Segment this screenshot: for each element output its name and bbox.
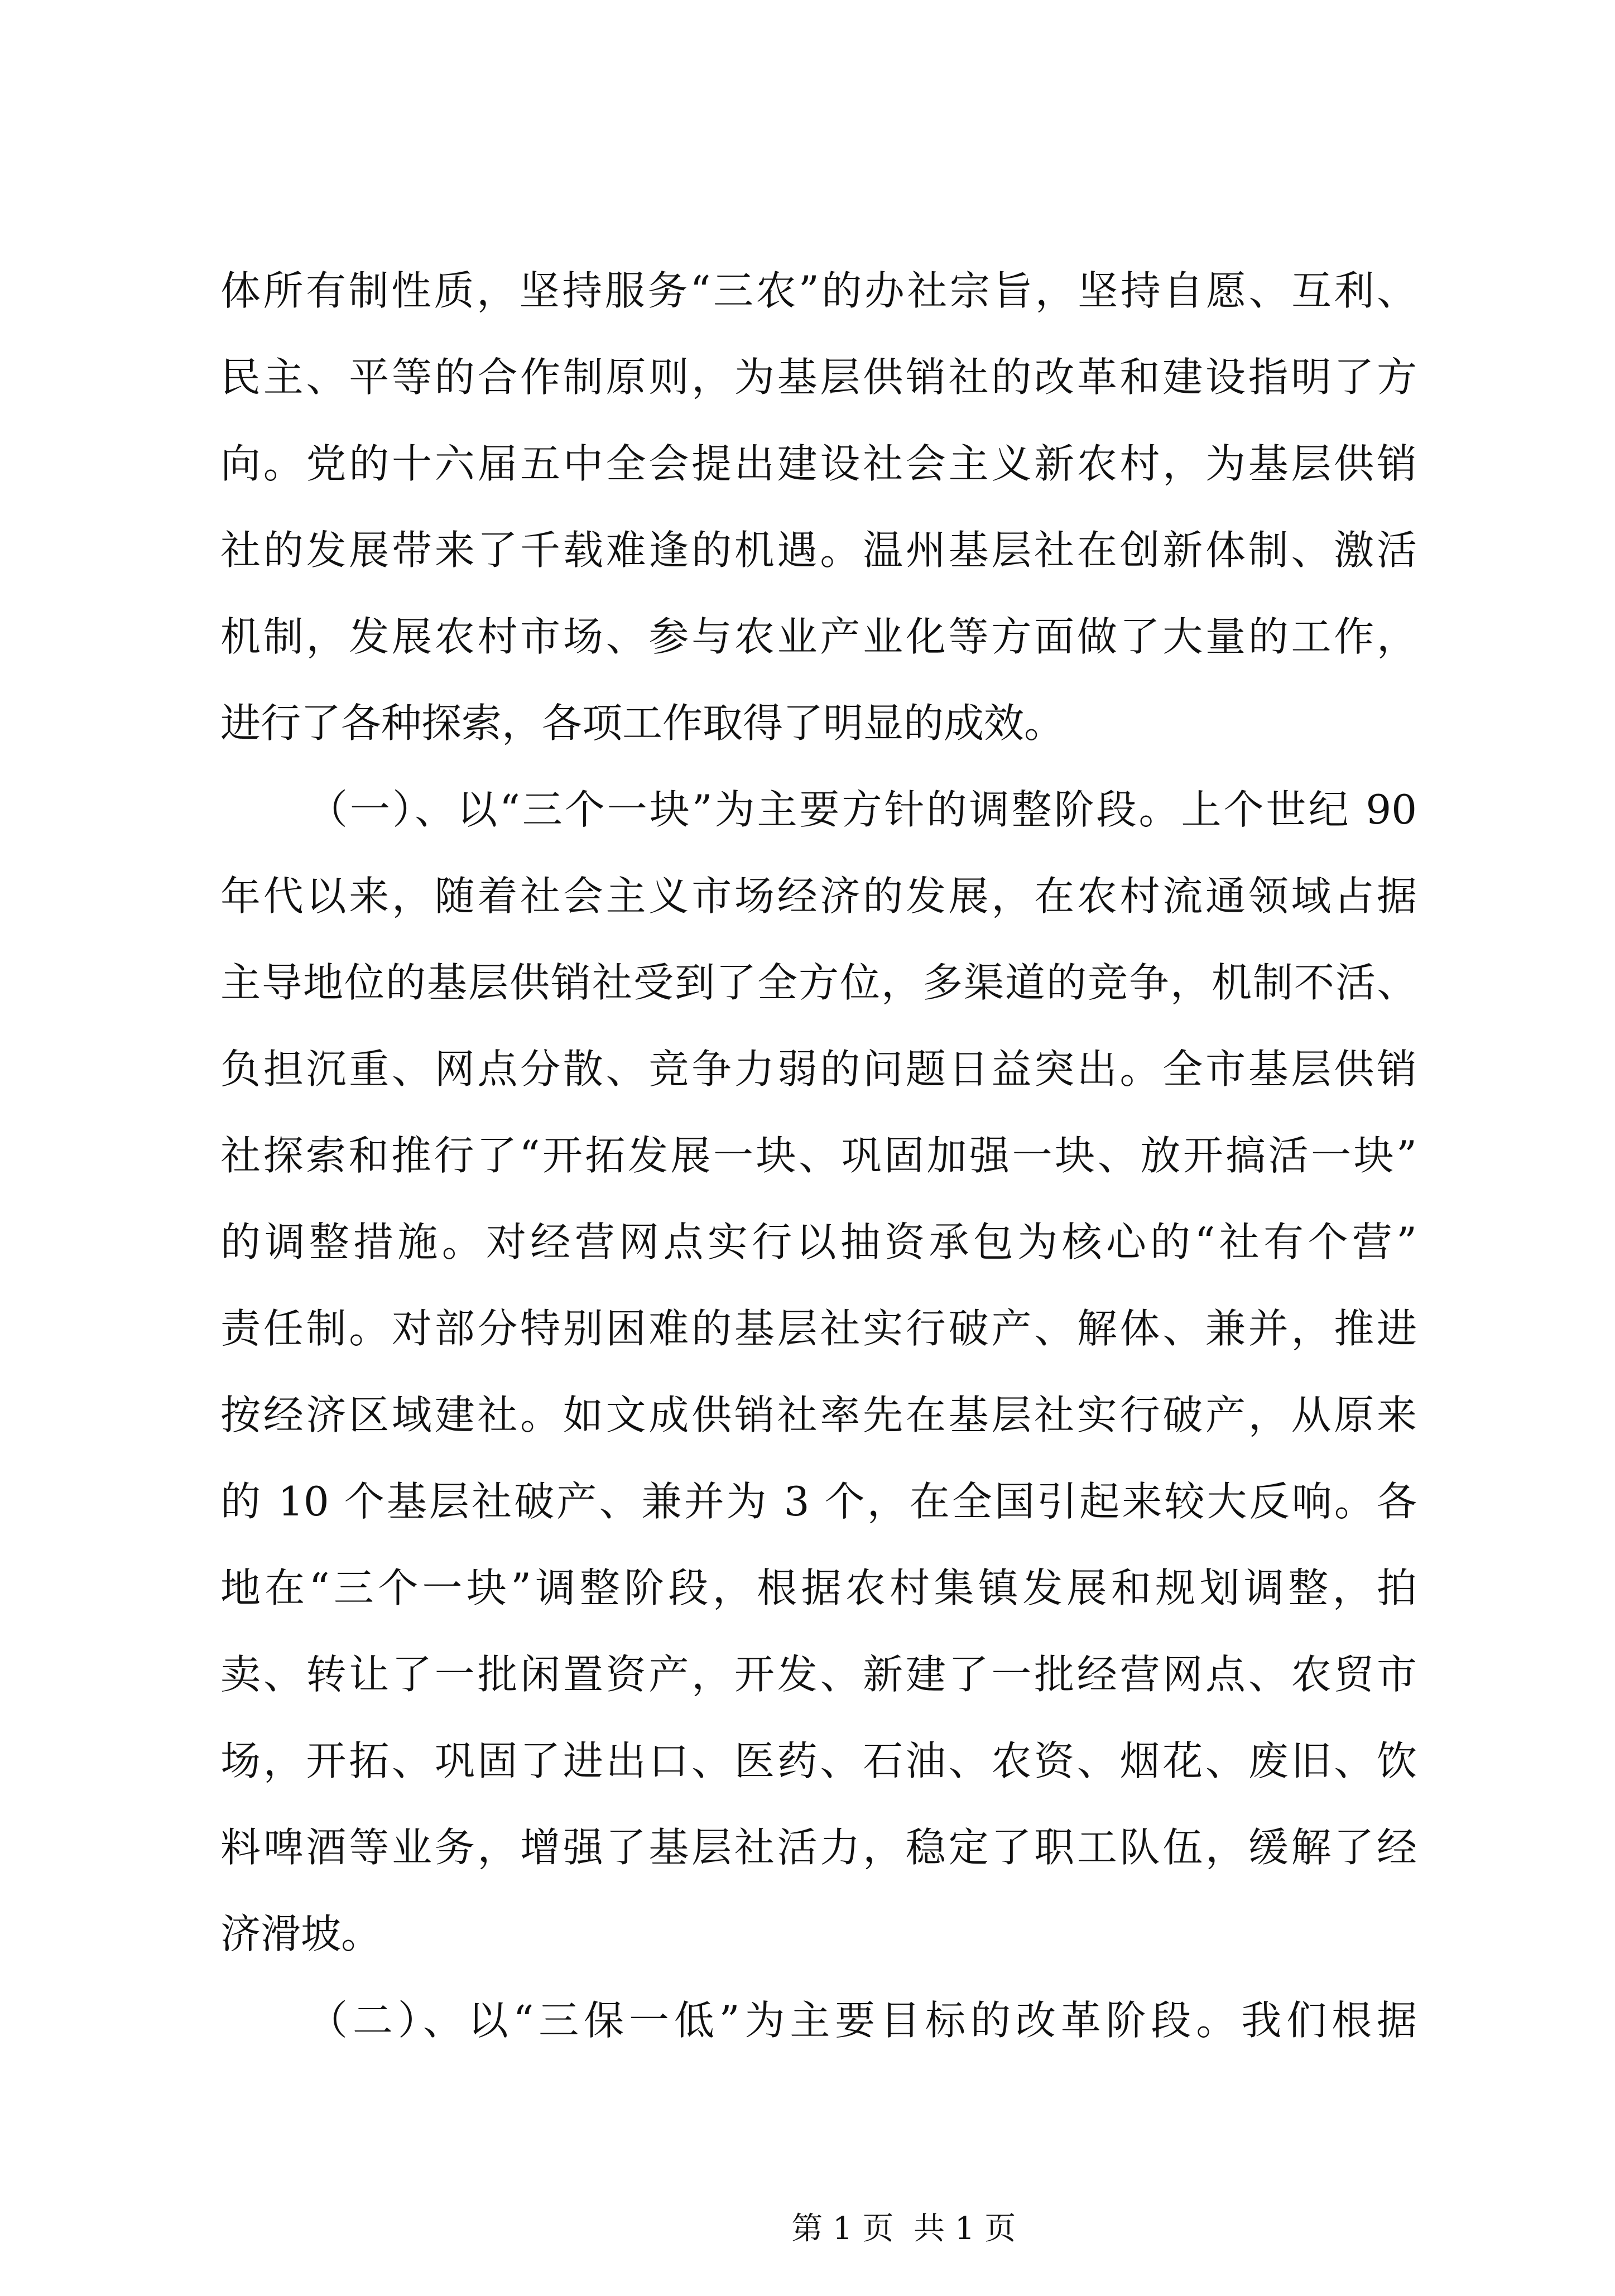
text-line: 按经济区域建社。如文成供销社率先在基层社实行破产，从原来 (220, 1392, 1417, 1438)
text-line: 的调整措施。对经营网点实行以抽资承包为核心的“社有个营” (220, 1219, 1417, 1265)
page-footer (752, 2162, 1016, 2247)
text-line: 场，开拓、巩固了进出口、医药、石油、农资、烟花、废旧、饮 (220, 1737, 1417, 1784)
text-line: 年代以来，随着社会主义市场经济的发展，在农村流通领域占据 (220, 873, 1417, 920)
text-line: 主导地位的基层供销社受到了全方位，多渠道的竞争，机制不活、 (220, 959, 1417, 1006)
body-text (220, 248, 1417, 2064)
text-line: 机制，发展农村市场、参与农业产业化等方面做了大量的工作， (220, 613, 1417, 660)
text-line: 社探索和推行了“开拓发展一块、巩固加强一块、放开搞活一块” (220, 1132, 1417, 1179)
text-line: 进行了各种探索，各项工作取得了明显的成效。 (220, 700, 1065, 747)
text-line: 料啤酒等业务，增强了基层社活力，稳定了职工队伍，缓解了经 (220, 1824, 1417, 1871)
text-line: 地在“三个一块”调整阶段，根据农村集镇发展和规划调整，拍 (220, 1565, 1417, 1611)
text-line: 责任制。对部分特别困难的基层社实行破产、解体、兼并，推进 (220, 1305, 1417, 1352)
text-line: 社的发展带来了千载难逢的机遇。温州基层社在创新体制、激活 (220, 527, 1417, 574)
text-line: 向。党的十六届五中全会提出建设社会主义新农村，为基层供销 (220, 440, 1417, 487)
page-number-label: 第 1 页 共 1 页 (791, 2211, 1016, 2247)
text-line: 卖、转让了一批闲置资产，开发、新建了一批经营网点、农贸市 (220, 1651, 1417, 1698)
text-line: 的 10 个基层社破产、兼并为 3 个，在全国引起来较大反响。各 (220, 1478, 1417, 1525)
text-line: 民主、平等的合作制原则，为基层供销社的改革和建设指明了方 (220, 354, 1417, 401)
text-line: 负担沉重、网点分散、竞争力弱的问题日益突出。全市基层供销 (220, 1046, 1417, 1092)
paragraph-3 (220, 1977, 1417, 2064)
text-line: （一）、以“三个一块”为主要方针的调整阶段。上个世纪 90 (307, 786, 1417, 833)
text-line: 济滑坡。 (220, 1910, 382, 1957)
text-line: （二）、以“三保一低”为主要目标的改革阶段。我们根据 (307, 1997, 1417, 2044)
paragraph-2 (220, 767, 1417, 1977)
text-line: 体所有制性质，坚持服务“三农”的办社宗旨，坚持自愿、互利、 (220, 267, 1417, 314)
paragraph-1 (220, 248, 1417, 767)
